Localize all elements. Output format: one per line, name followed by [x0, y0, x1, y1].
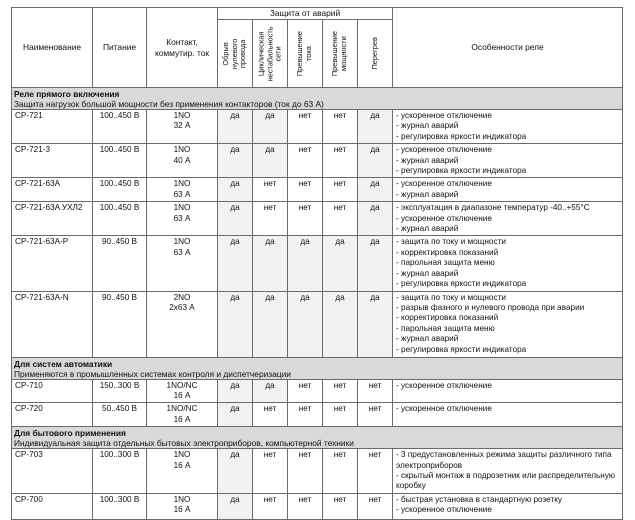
feature-item: - журнал аварий [396, 121, 459, 131]
protection-overcurrent: нет [288, 178, 323, 202]
section-header-cell [12, 88, 623, 110]
feature-item: - разрыв фазного и нулевого провода при аварии [396, 302, 585, 312]
protection-cyclic-instability: нет [253, 202, 288, 236]
table-header [12, 8, 623, 88]
power-range: 100..450 В [93, 202, 147, 236]
protection-overpower: нет [323, 144, 358, 178]
feature-item: - регулировка яркости индикатора [396, 166, 527, 176]
feature-item: - эксплуатация в диапазоне температур -40..+55°С [396, 203, 590, 213]
section-title: Для систем автоматики [14, 358, 113, 369]
relay-name: CP-703 [12, 449, 93, 494]
protection-neutral-break: да [218, 493, 253, 519]
switching-current: 16 А [173, 460, 191, 470]
protection-cyclic-instability: да [253, 379, 288, 403]
feature-item: - корректировка показаний [396, 313, 499, 323]
power-range: 100..450 В [93, 178, 147, 202]
protection-overpower: нет [323, 493, 358, 519]
protection-overpower: нет [323, 110, 358, 144]
power-range: 100..300 В [93, 449, 147, 494]
section-header-cell [12, 427, 623, 449]
switching-current: 40 А [173, 155, 191, 165]
protection-cyclic-instability: нет [253, 449, 288, 494]
protection-overcurrent: нет [288, 493, 323, 519]
protection-overcurrent: нет [288, 110, 323, 144]
protection-overcurrent: нет [288, 202, 323, 236]
feature-item: - ускоренное отключение [396, 404, 492, 414]
contact-type: 1NO [173, 145, 191, 155]
protection-overheat: да [358, 236, 393, 291]
header-cyclic-instability [253, 20, 288, 88]
header-features: Особенности реле [393, 8, 623, 88]
power-range: 100..300 В [93, 493, 147, 519]
features-cell [393, 291, 623, 357]
table-row [12, 291, 623, 357]
protection-overpower: нет [323, 449, 358, 494]
header-power: Питание [93, 8, 147, 88]
protection-overpower: нет [323, 403, 358, 427]
feature-item: - корректировка показаний [396, 247, 499, 257]
contact-cell [147, 449, 218, 494]
header-overpower-label: Превышение мощности [330, 30, 349, 77]
section-title: Для бытового применения [14, 428, 126, 439]
contact-type: 1NO [173, 237, 191, 247]
contact-cell [147, 493, 218, 519]
contact-cell [147, 236, 218, 291]
features-cell [393, 236, 623, 291]
table-row [12, 493, 623, 519]
contact-type: 1NO/NC [166, 380, 198, 390]
relay-name: CP-721-63A [12, 178, 93, 202]
protection-overheat: да [358, 144, 393, 178]
power-range: 150..300 В [93, 379, 147, 403]
protection-neutral-break: да [218, 202, 253, 236]
protection-neutral-break: да [218, 449, 253, 494]
contact-cell [147, 178, 218, 202]
protection-neutral-break: да [218, 379, 253, 403]
contact-cell [147, 403, 218, 427]
protection-overpower: нет [323, 202, 358, 236]
protection-cyclic-instability: нет [253, 493, 288, 519]
contact-cell [147, 144, 218, 178]
feature-item: - журнал аварий [396, 155, 459, 165]
contact-type: 2NO [173, 292, 191, 302]
feature-item: - регулировка яркости индикатора [396, 131, 527, 141]
relay-comparison-table [11, 7, 623, 520]
contact-type: 1NO [173, 203, 191, 213]
features-cell [393, 202, 623, 236]
protection-overpower: да [323, 291, 358, 357]
feature-item: - скрытый монтаж в подрозетник или распределительную коробку [396, 470, 616, 491]
header-name: Наименование [12, 8, 93, 88]
power-range: 100..450 В [93, 144, 147, 178]
features-cell [393, 110, 623, 144]
feature-item: - 3 предустановленных режима защиты различного типа электроприборов [396, 450, 612, 470]
features-cell [393, 403, 623, 427]
contact-type: 1NO [173, 494, 191, 504]
switching-current: 63 А [173, 213, 191, 223]
switching-current: 32 А [173, 121, 191, 131]
feature-item: - ускоренное отключение [396, 111, 492, 120]
feature-item: - парольная защита меню [396, 258, 495, 268]
header-overcurrent-label: Превышение тока [295, 30, 314, 77]
features-cell [393, 493, 623, 519]
protection-overcurrent: нет [288, 403, 323, 427]
protection-overheat: нет [358, 493, 393, 519]
feature-item: - парольная защита меню [396, 323, 495, 333]
relay-name: CP-721-3 [12, 144, 93, 178]
switching-current: 2x63 А [169, 302, 195, 312]
table-row [12, 202, 623, 236]
feature-item: - журнал аварий [396, 224, 459, 234]
protection-overheat: да [358, 178, 393, 202]
contact-cell [147, 291, 218, 357]
feature-item: - журнал аварий [396, 334, 459, 344]
contact-type: 1NO [173, 111, 191, 120]
protection-neutral-break: да [218, 178, 253, 202]
protection-neutral-break: да [218, 291, 253, 357]
protection-cyclic-instability: да [253, 291, 288, 357]
protection-cyclic-instability: нет [253, 403, 288, 427]
protection-neutral-break: да [218, 144, 253, 178]
header-overpower [323, 20, 358, 88]
relay-name: CP-721-63A-P [12, 236, 93, 291]
features-cell [393, 449, 623, 494]
section-subtitle: Защита нагрузок большой мощности без применения контакторов (ток до 63 А) [14, 99, 324, 109]
protection-overheat: нет [358, 449, 393, 494]
protection-cyclic-instability: да [253, 144, 288, 178]
features-cell [393, 178, 623, 202]
power-range: 90..450 В [93, 291, 147, 357]
protection-cyclic-instability: да [253, 110, 288, 144]
section-subtitle: Применяются в промышленных системах контроля и диспетчеризации [14, 368, 291, 379]
table-row [12, 403, 623, 427]
contact-type: 1NO [173, 179, 191, 189]
feature-item: - защита по току и мощности [396, 292, 506, 302]
feature-item: - журнал аварий [396, 268, 459, 278]
relay-name: CP-721 [12, 110, 93, 144]
contact-cell [147, 379, 218, 403]
feature-item: - защита по току и мощности [396, 237, 506, 247]
relay-name: CP-720 [12, 403, 93, 427]
protection-overheat: нет [358, 403, 393, 427]
relay-name: CP-721-63A УХЛ2 [12, 202, 93, 236]
table-row [12, 236, 623, 291]
feature-item: - регулировка яркости индикатора [396, 279, 527, 289]
feature-item: - ускоренное отключение [396, 145, 492, 155]
header-overheat-label: Перегрев [369, 37, 379, 70]
header-contact: Контакт, коммутир. ток [147, 8, 218, 88]
header-overcurrent [288, 20, 323, 88]
protection-overpower: да [323, 236, 358, 291]
protection-overpower: нет [323, 379, 358, 403]
section-header-cell [12, 357, 623, 379]
power-range: 90..450 В [93, 236, 147, 291]
switching-current: 63 А [173, 189, 191, 199]
table-row [12, 379, 623, 403]
feature-item: - ускоренное отключение [396, 179, 492, 189]
switching-current: 16 А [173, 390, 191, 400]
table-row [12, 449, 623, 494]
feature-item: - быстрая установка в стандартную розетку [396, 494, 562, 504]
features-cell [393, 144, 623, 178]
switching-current: 16 А [173, 505, 191, 515]
relay-name: CP-710 [12, 379, 93, 403]
section-header [12, 357, 623, 379]
header-cyclic-instability-label: Циклическая нестабильность сети [256, 26, 283, 81]
power-range: 100..450 В [93, 110, 147, 144]
protection-overcurrent: нет [288, 449, 323, 494]
header-protection-group: Защита от аварий [218, 8, 393, 20]
protection-neutral-break: да [218, 110, 253, 144]
feature-item: - ускоренное отключение [396, 505, 492, 515]
protection-overpower: нет [323, 178, 358, 202]
protection-overheat: да [358, 110, 393, 144]
protection-overcurrent: нет [288, 379, 323, 403]
protection-cyclic-instability: да [253, 236, 288, 291]
protection-overheat: нет [358, 379, 393, 403]
features-cell [393, 379, 623, 403]
protection-overheat: да [358, 291, 393, 357]
feature-item: - журнал аварий [396, 189, 459, 199]
switching-current: 63 А [173, 247, 191, 257]
section-header [12, 88, 623, 110]
power-range: 50..450 В [93, 403, 147, 427]
protection-overcurrent: нет [288, 144, 323, 178]
protection-neutral-break: да [218, 236, 253, 291]
section-header [12, 427, 623, 449]
contact-cell [147, 110, 218, 144]
table-row [12, 178, 623, 202]
header-neutral-break-label: Обрыв нулевого провода [221, 38, 248, 69]
table-row [12, 110, 623, 144]
protection-overcurrent: да [288, 291, 323, 357]
section-title: Реле прямого включения [14, 89, 120, 99]
feature-item: - регулировка яркости индикатора [396, 344, 527, 354]
protection-overcurrent: да [288, 236, 323, 291]
feature-item: - ускоренное отключение [396, 380, 492, 390]
protection-neutral-break: да [218, 403, 253, 427]
protection-cyclic-instability: нет [253, 178, 288, 202]
header-overheat [358, 20, 393, 88]
table-body [12, 88, 623, 520]
protection-overheat: да [358, 202, 393, 236]
feature-item: - ускоренное отключение [396, 213, 492, 223]
contact-cell [147, 202, 218, 236]
table-row [12, 144, 623, 178]
switching-current: 16 А [173, 414, 191, 424]
relay-name: CP-700 [12, 493, 93, 519]
header-neutral-break [218, 20, 253, 88]
section-subtitle: Индивидуальная защита отдельных бытовых электроприборов, компьютерной техники [14, 438, 354, 449]
contact-type: 1NO [173, 450, 191, 460]
contact-type: 1NO/NC [166, 404, 198, 414]
relay-name: CP-721-63A-N [12, 291, 93, 357]
